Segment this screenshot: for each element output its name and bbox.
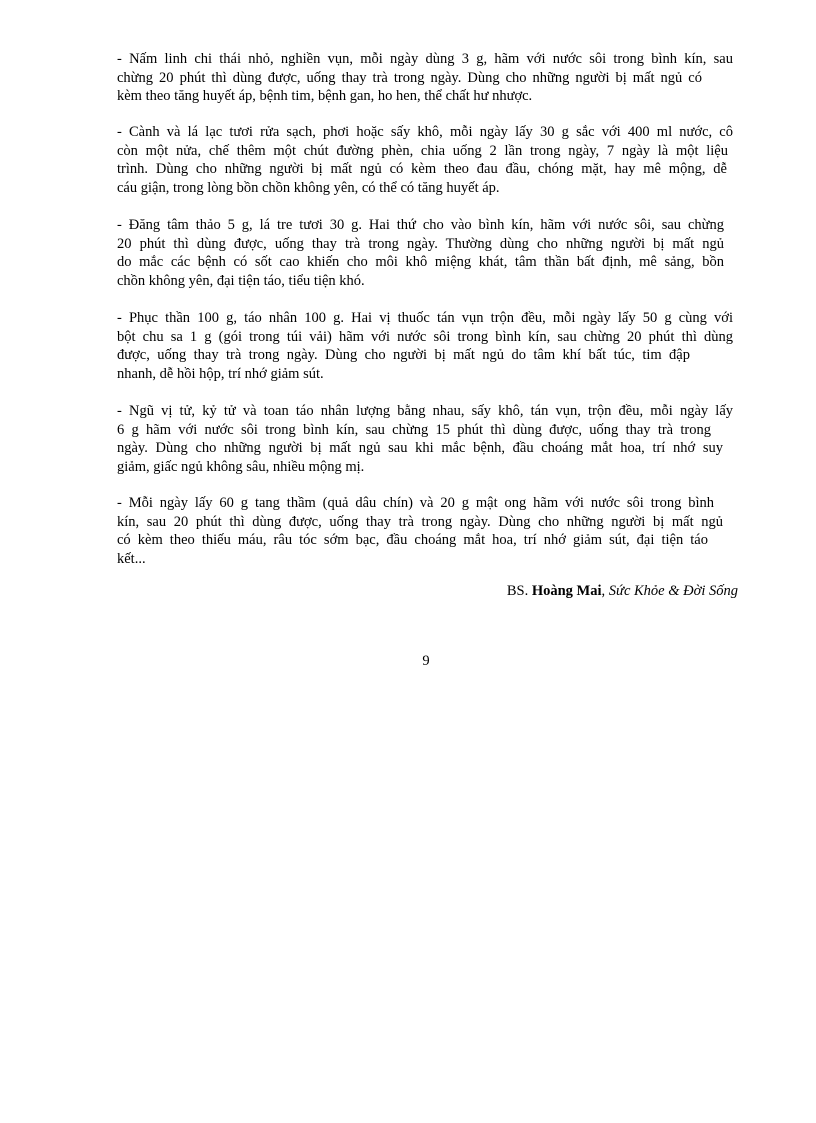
signature-separator: , bbox=[601, 583, 609, 599]
text-line: còn một nửa, chế thêm một chút đường phèn, chia uống 2 lần trong ngày, 7 ngày là một liệu bbox=[117, 142, 728, 159]
paragraph-1 bbox=[117, 50, 733, 106]
text-line: kín, sau 20 phút thì dùng được, uống thay trà trong ngày. Dùng cho những người bị mất ngủ bbox=[117, 513, 723, 530]
text-line: ngày. Dùng cho những người bị mất ngủ sau khi mắc bệnh, đầu choáng mắt hoa, trí nhớ suy bbox=[117, 440, 723, 457]
text-line: - Nấm linh chi thái nhỏ, nghiền vụn, mỗi ngày dùng 3 g, hãm với nước sôi trong bình kín, sau bbox=[117, 51, 733, 67]
paragraph-3 bbox=[117, 216, 733, 290]
text-line: kèm theo tăng huyết áp, bệnh tim, bệnh gan, ho hen, thể chất hư nhược. bbox=[117, 88, 533, 105]
paragraph-4 bbox=[117, 309, 733, 383]
text-line: trình. Dùng cho những người bị mất ngủ có kèm theo đau đầu, chóng mặt, hay mê mộng, dễ bbox=[117, 161, 727, 178]
text-line: - Cành và lá lạc tươi rửa sạch, phơi hoặc sấy khô, mỗi ngày lấy 30 g sắc với 400 ml nước, cô bbox=[117, 124, 733, 140]
text-line: - Mỗi ngày lấy 60 g tang thầm (quả dâu chín) và 20 g mật ong hãm với nước sôi trong bình bbox=[117, 495, 714, 511]
text-line: nhanh, dễ hồi hộp, trí nhớ giảm sút. bbox=[117, 365, 324, 382]
paragraph-6 bbox=[117, 494, 733, 568]
text-line: 20 phút thì dùng được, uống thay trà trong ngày. Thường dùng cho những người bị mất ngủ bbox=[117, 235, 724, 252]
text-line: - Đăng tâm thảo 5 g, lá tre tươi 30 g. Hai thứ cho vào bình kín, hãm với nước sôi, sau chừng bbox=[117, 217, 724, 233]
signature-source: Sức Khỏe & Đời Sống bbox=[608, 583, 738, 599]
page-number: 9 bbox=[422, 653, 430, 669]
text-line: có kèm theo thiếu máu, râu tóc sớm bạc, đầu choáng mắt hoa, trí nhớ giảm sút, đại tiện táo bbox=[117, 532, 708, 549]
text-line: do mắc các bệnh có sốt cao khiến cho môi khô miệng khát, tâm thần bất định, mê sảng, bồn bbox=[117, 254, 724, 271]
text-line: - Ngũ vị tử, kỷ tử và toan táo nhân lượng bằng nhau, sấy khô, tán vụn, trộn đều, mỗi ngày lấy bbox=[117, 403, 733, 419]
text-line: chồn không yên, đại tiện táo, tiểu tiện khó. bbox=[117, 272, 365, 289]
text-line: bột chu sa 1 g (gói trong túi vải) hãm với nước sôi trong bình kín, sau chừng 20 phút thì dùng bbox=[117, 328, 733, 345]
text-line: được, uống thay trà trong ngày. Dùng cho người bị mất ngủ do tâm khí bất túc, tim đập bbox=[117, 347, 690, 364]
signature bbox=[507, 583, 738, 600]
paragraph-5 bbox=[117, 402, 733, 476]
signature-prefix: BS. bbox=[506, 583, 532, 599]
text-line: chừng 20 phút thì dùng được, uống thay trà trong ngày. Dùng cho những người bị mất ngủ có bbox=[117, 69, 702, 86]
text-line: kết... bbox=[117, 550, 146, 567]
text-line: 6 g hãm với nước sôi trong bình kín, sau chừng 15 phút thì dùng được, uống thay trà trong bbox=[117, 421, 711, 438]
signature-author: Hoàng Mai bbox=[531, 583, 602, 599]
paragraph-2 bbox=[117, 123, 733, 197]
text-line: cáu giận, trong lòng bồn chồn không yên, có thể có tăng huyết áp. bbox=[117, 179, 500, 196]
text-line: giảm, giấc ngủ không sâu, nhiều mộng mị. bbox=[117, 458, 365, 475]
text-line: - Phục thần 100 g, táo nhân 100 g. Hai vị thuốc tán vụn trộn đều, mỗi ngày lấy 50 g cùng với bbox=[117, 310, 733, 326]
